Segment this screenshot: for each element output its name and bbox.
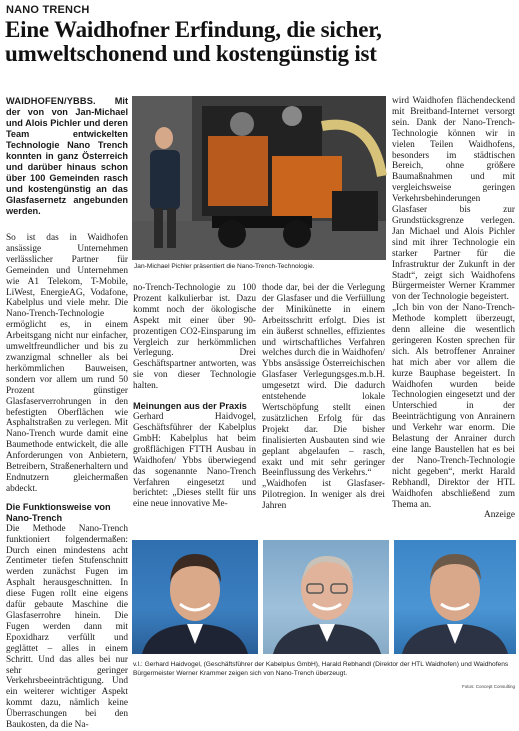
headline	[5, 18, 515, 66]
body-paragraph-6: „Waidhofen ist Glasfaser-Pilotregion. In weniger als drei Jahren	[262, 479, 385, 512]
lead-text: Mit der von von Jan-Michael und Alois Pichler und deren Team entwickelten Technologie Nano Trench konnten in ganz Österreich und darüber hinaus schon über 100 Gemeinden rasch und kostengünstig an das Glasfasernetz angebunden werden.	[6, 96, 128, 216]
machine-photo	[132, 96, 386, 260]
kicker: NANO TRENCH	[6, 4, 90, 16]
column-4	[392, 96, 515, 521]
column-3	[262, 283, 385, 512]
body-paragraph-4: Gerhard Haidvogel, Geschäftsführer der Kabelplus GmbH: Kabelplus hat beim großflächigen FTTH Ausbau in Waidhofen/ Ybbs überwiegend das sogenannte Nano-Trench Verfahren eingesetzt und berichtet: „Dieses stellt für uns eine neue innovative Me-	[133, 412, 256, 510]
dateline: WAIDHOFEN/YBBS.	[6, 96, 96, 106]
headline-line-1: Eine Waidhofner Erfindung, die sicher,	[5, 17, 382, 42]
body-paragraph-8: „Ich bin von der Nano-Trench-Methode komplett überzeugt, denn alleine die wesentlich geringeren Kosten sprechen für sich. Als betroffener Anrainer hat mich aber vor allem die kurze Bauphase begeistert. In Waidhofen wurden beide Technologien eingesetzt und der Unterschied in der Beeinträchtigung von Anrainern und Verkehr war enorm. Die Belastung der Anrainer durch eine lange Baustellen hat es bei der Nano-Trench-Technologie nicht gegeben“, merkt Harald Rebhandl, Direktor der HTL Waidhofen abschließend zum Thema an.	[392, 303, 515, 510]
photo-caption: Jan-Michael Pichler präsentiert die Nano-Trench-Technologie.	[134, 263, 315, 270]
portrait-haidvogel	[132, 540, 258, 654]
ad-label: Anzeige	[484, 510, 515, 521]
column-1	[6, 96, 128, 731]
headline-line-2: umweltschonend und kostengünstig ist	[5, 41, 377, 66]
body-paragraph-3: no-Trench-Technologie zu 100 Prozent kalkulierbar ist. Dazu kommt noch der ökologische Aspekt mit einer über 90-prozentigen CO2-Einsparung im Vergleich zur herkömmlichen Verlegung. Drei Geschäftspartner antworten, was sie von dieser Technologie halten.	[133, 283, 256, 392]
portrait-1-illustration	[132, 540, 258, 654]
body-paragraph-1: So ist das in Waidhofen ansässige Unternehmen verlässlicher Partner für Gemeinden und Unternehmen wie A1 Telekom, T-Mobile, LiWest, EnergieAG, Vodafone, Kabelplus und viele mehr. Die Nano-Trench-Technologie ermöglicht es, in einem Arbeitsgang nicht nur einfacher, umweltfreundlicher und bis zu zwanzigmal schneller als bei herkömmlichen Bauweisen, sondern vor allem um rund 50 Prozent günstiger Glasfaserverrohrungen in den befestigten Oberflächen wie Asphaltstraßen zu verlegen. Mit Nano-Trench wurde damit eine Baumethode entwickelt, die alle Anforderungen von Anbietern, Betreibern, Straßenerhaltern und Endnutzern gleichermaßen abdeckt.	[6, 233, 128, 494]
lead-paragraph	[6, 96, 128, 217]
subhead-meinungen: Meinungen aus der Praxis	[133, 401, 247, 412]
body-paragraph-7: wird Waidhofen flächendeckend mit Breitband-Internet versorgt sein. Dank der Nano-Trench-Technologie können wir in vielen Teilen Waidhofens, besonders im städtischen Bereich, ohne größere Baumaßnahmen und mit vergleichsweise geringen Verkehrsbehinderungen Glasfaser bis zur Grundstücksgrenze verlegen. Jan Michael und Alois Pichler sind mit ihrer Technologie ein starker Partner für die Infrastruktur der Zukunft in der Stadt“, zeigt sich Waidhofens Bürgermeister Werner Krammer von der Technologie begeistert.	[392, 96, 515, 303]
portrait-krammer	[394, 540, 516, 654]
portrait-3-illustration	[394, 540, 516, 654]
machine-illustration	[132, 96, 386, 260]
body-paragraph-5: thode dar, bei der die Verlegung der Glasfaser und die Verfüllung der Minikünette in einem Arbeitsschritt erfolgt. Dies ist ein äußerst schnelles, effizientes und wirtschaftliches Verfahren welches durch die in Waidhofen/ Ybbs ansässige Österreichischen Glasfaser Verlegungsges.m.b.H. umgesetzt wird. Die dadurch entstehende lokale Wertschöpfung stellt einen zusätzlichen Erfolg für das Projekt dar. Die bisher finalisierten Ausbauten sind wie geplant abgelaufen – rasch, exakt und mit sehr geringer Beeinflussung des Verkehrs.“	[262, 283, 385, 479]
portraits-caption: v.l.: Gerhard Haidvogel, (Geschäftsführer der Kabelplus GmbH), Harald Rebhandl (Direktor der HTL Waidhofen) und Waidhofens Bürgermeister Werner Krammer zeigen sich von Nano-Trench überzeugt.	[133, 661, 509, 677]
photo-credit: Fotos: Concept Consulting	[461, 684, 515, 689]
column-2	[133, 283, 256, 510]
portrait-rebhandl	[263, 540, 389, 654]
subhead-funktionsweise: Die Funktionsweise von Nano-Trench	[6, 501, 111, 523]
portrait-2-illustration	[263, 540, 389, 654]
body-paragraph-2: Die Methode Nano-Trench funktioniert folgendermaßen: Durch einen mindestens acht Zentimeter tiefen Stufenschnitt werden zunächst Fugen im Asphalt herausgeschnitten. In diese Fugen rollt eine eigens dafür gebaute Maschine die Glasfaserrohre hinein. Die Fugen werden dann mit Epoxidharz verfüllt und geglättet – alles in einem Schritt. Und das alles bei nur sehr geringer Verkehrsbeeinträchtigung. Und ein weiterer wichtiger Aspekt kommt dazu, nämlich keine Überraschungen bei den Baukosten, da die Na-	[6, 523, 128, 731]
